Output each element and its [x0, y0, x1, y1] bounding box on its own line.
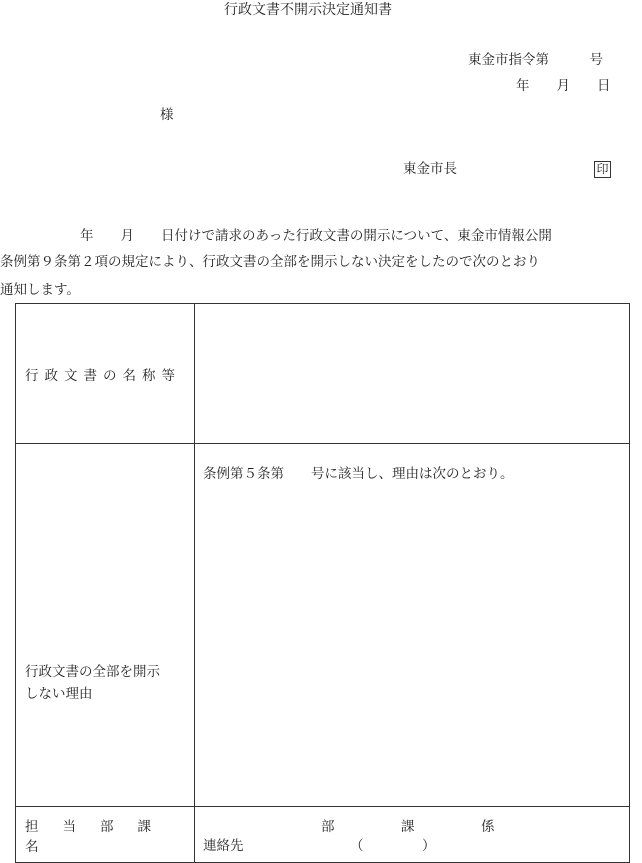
department-unit-ka: 課: [401, 819, 415, 835]
table-row-document-name: [16, 304, 630, 444]
label-reason: [16, 661, 194, 705]
table-row-reason: [16, 444, 630, 807]
label-cell-document-name: [16, 304, 195, 444]
body-line-2: 条例第９条第２項の規定により、行政文書の全部を開示しない決定をしたので次のとおり: [0, 254, 540, 270]
issuer-name: 東金市長: [403, 161, 457, 177]
document-number: 東金市指令第 号: [468, 52, 603, 68]
value-cell-reason: [195, 444, 630, 807]
label-document-name: 行政文書の名称等: [25, 367, 181, 384]
label-reason-line-2: しない理由: [25, 686, 93, 702]
reason-article-text: 条例第５条第 号に該当し、理由は次のとおり。: [203, 466, 514, 482]
label-cell-reason: [16, 444, 195, 807]
table-row-department: [16, 807, 630, 863]
contact-paren-open: （: [350, 838, 364, 854]
label-department: 担当部課名: [25, 818, 175, 855]
addressee-suffix: 様: [160, 107, 174, 123]
value-cell-document-name: [195, 304, 630, 444]
value-cell-department: [195, 807, 630, 863]
document-title: 行政文書不開示決定通知書: [224, 2, 392, 18]
document-date: 年 月 日: [516, 78, 611, 94]
details-table: [15, 303, 630, 863]
department-unit-bu: 部: [321, 819, 335, 835]
body-line-1: 年 月 日付けで請求のあった行政文書の開示について、東金市情報公開: [80, 228, 552, 244]
label-reason-line-1: 行政文書の全部を開示: [25, 664, 160, 680]
seal-mark: 印: [594, 161, 611, 178]
label-cell-department: [16, 807, 195, 863]
body-line-3: 通知します。: [0, 282, 80, 298]
contact-paren-close: ）: [422, 838, 436, 854]
contact-label: 連絡先: [203, 838, 244, 854]
department-unit-kakari: 係: [481, 819, 495, 835]
